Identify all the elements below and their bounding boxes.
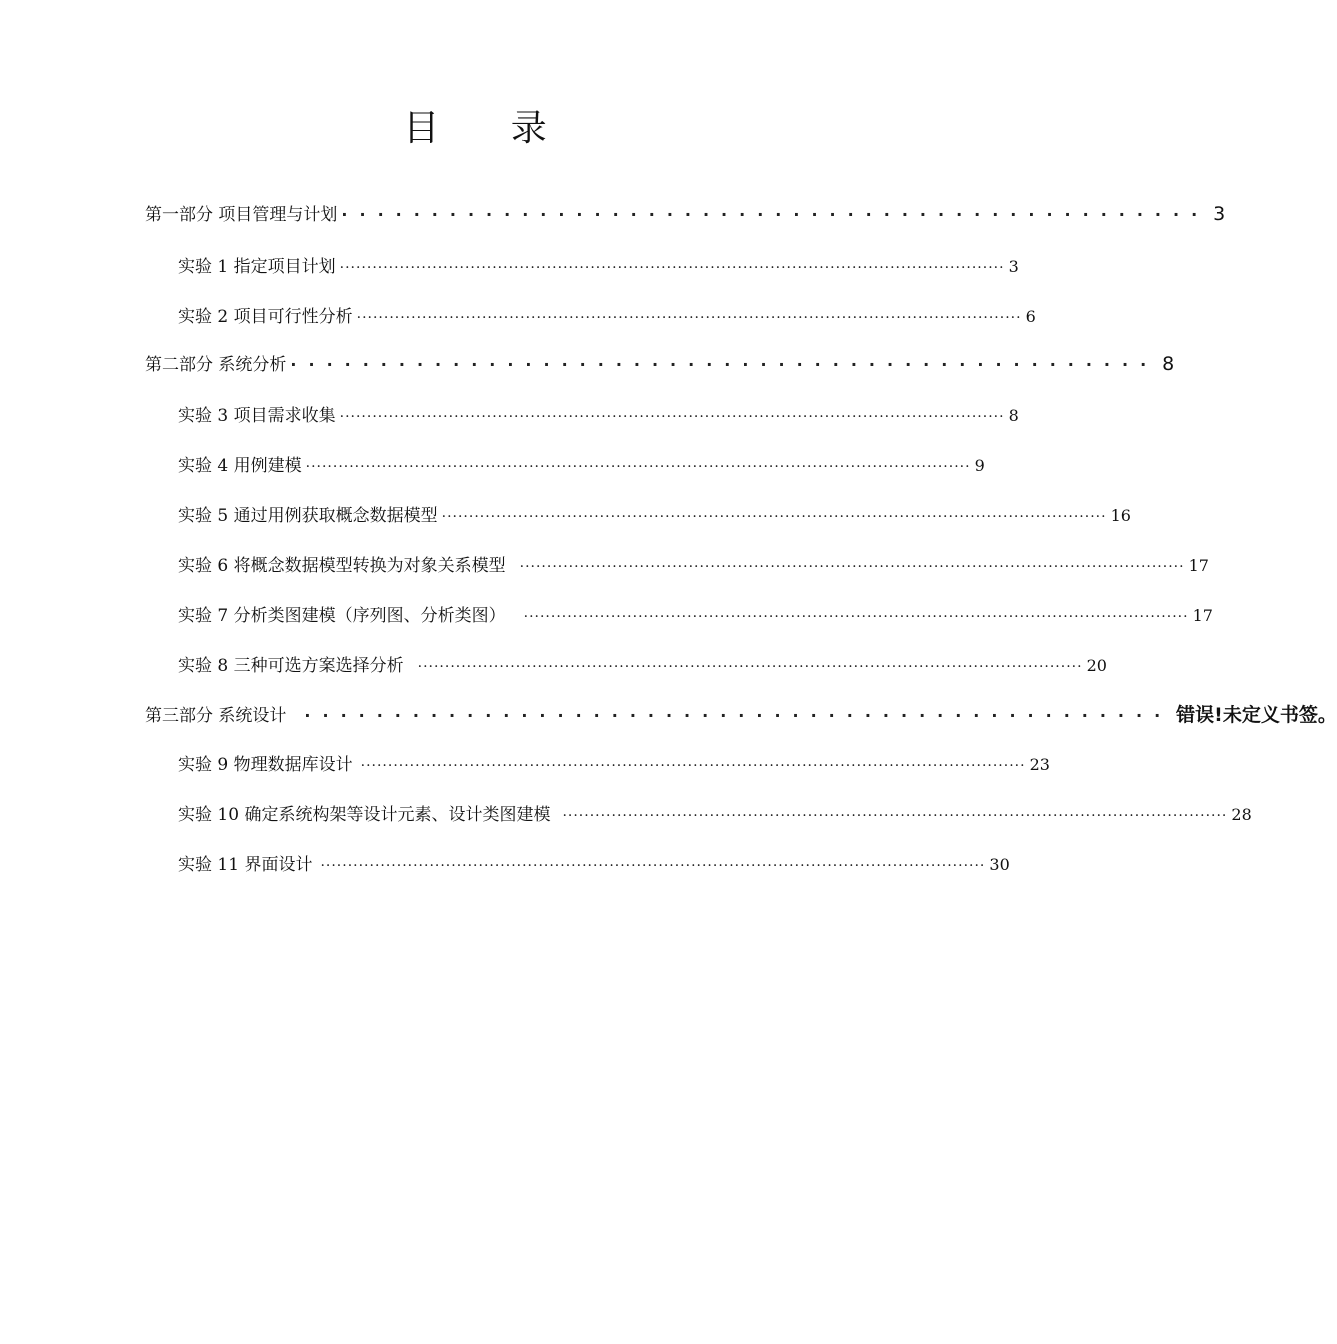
- dot-leader: ················································: [341, 205, 1210, 224]
- dot-leader: ··························································································································: [441, 509, 1107, 525]
- toc-entry-label: 第二部分 系统分析: [145, 355, 287, 375]
- dot-leader: ················································: [290, 355, 1159, 374]
- toc-entry-page: 3: [1008, 257, 1019, 276]
- toc-entry-label: 实验 11 界面设计: [178, 855, 313, 875]
- dot-leader: ··························································································································: [523, 609, 1189, 625]
- toc-entry-label: 实验 10 确定系统构架等设计元素、设计类图建模: [178, 805, 551, 825]
- toc-title: 目 录: [403, 108, 577, 149]
- toc-entry-experiment-5[interactable]: [178, 501, 1131, 526]
- dot-leader: ··························································································································: [320, 858, 986, 874]
- toc-entry-label: 实验 1 指定项目计划: [178, 257, 336, 277]
- toc-entry-experiment-11[interactable]: [178, 850, 1010, 875]
- dot-leader: ··························································································································: [562, 808, 1228, 824]
- toc-entry-label: 实验 6 将概念数据模型转换为对象关系模型: [178, 556, 506, 576]
- toc-entry-label: 实验 2 项目可行性分析: [178, 307, 353, 327]
- toc-entry-label: 第一部分 项目管理与计划: [145, 205, 338, 225]
- toc-entry-part-1[interactable]: [145, 200, 1226, 225]
- toc-entry-page: 6: [1025, 307, 1036, 326]
- toc-entry-page: 28: [1231, 805, 1252, 824]
- toc-entry-experiment-7[interactable]: [178, 601, 1213, 626]
- toc-entry-experiment-8[interactable]: [178, 651, 1107, 676]
- toc-entry-page: 17: [1188, 556, 1209, 575]
- toc-entry-page: 3: [1213, 203, 1226, 225]
- toc-entry-label: 实验 3 项目需求收集: [178, 406, 336, 426]
- toc-entry-page: 16: [1110, 506, 1131, 525]
- toc-entry-page: 8: [1008, 406, 1019, 425]
- toc-entry-experiment-10[interactable]: [178, 800, 1252, 825]
- dot-leader: ··························································································································: [417, 659, 1083, 675]
- toc-entry-label: 实验 5 通过用例获取概念数据模型: [178, 506, 438, 526]
- dot-leader: ··························································································································: [305, 459, 971, 475]
- toc-entry-experiment-9[interactable]: [178, 750, 1050, 775]
- dot-leader: ················································: [304, 706, 1173, 725]
- toc-entry-part-3[interactable]: [145, 700, 1337, 727]
- toc-entry-page: 30: [989, 855, 1010, 874]
- toc-entry-experiment-2[interactable]: [178, 302, 1036, 327]
- dot-leader: ··························································································································: [360, 758, 1026, 774]
- toc-entry-label: 第三部分 系统设计: [145, 706, 287, 726]
- toc-entry-label: 实验 7 分析类图建模（序列图、分析类图）: [178, 606, 506, 626]
- toc-entry-page: 9: [974, 456, 985, 475]
- dot-leader: ··························································································································: [519, 559, 1185, 575]
- toc-entry-experiment-3[interactable]: [178, 401, 1019, 426]
- toc-entry-page: 23: [1029, 755, 1050, 774]
- toc-entry-page: 17: [1192, 606, 1213, 625]
- dot-leader: ··························································································································: [356, 310, 1022, 326]
- dot-leader: ··························································································································: [339, 409, 1005, 425]
- toc-entry-experiment-4[interactable]: [178, 451, 985, 476]
- toc-entry-label: 实验 8 三种可选方案选择分析: [178, 656, 404, 676]
- dot-leader: ··························································································································: [339, 260, 1005, 276]
- toc-entry-page: 8: [1162, 353, 1175, 375]
- toc-entry-experiment-6[interactable]: [178, 551, 1209, 576]
- toc-entry-page: 20: [1086, 656, 1107, 675]
- toc-entry-page-error: 错误!未定义书签。: [1176, 704, 1337, 726]
- toc-entry-label: 实验 9 物理数据库设计: [178, 755, 353, 775]
- toc-entry-experiment-1[interactable]: [178, 252, 1019, 277]
- toc-entry-label: 实验 4 用例建模: [178, 456, 302, 476]
- toc-entry-part-2[interactable]: [145, 350, 1175, 375]
